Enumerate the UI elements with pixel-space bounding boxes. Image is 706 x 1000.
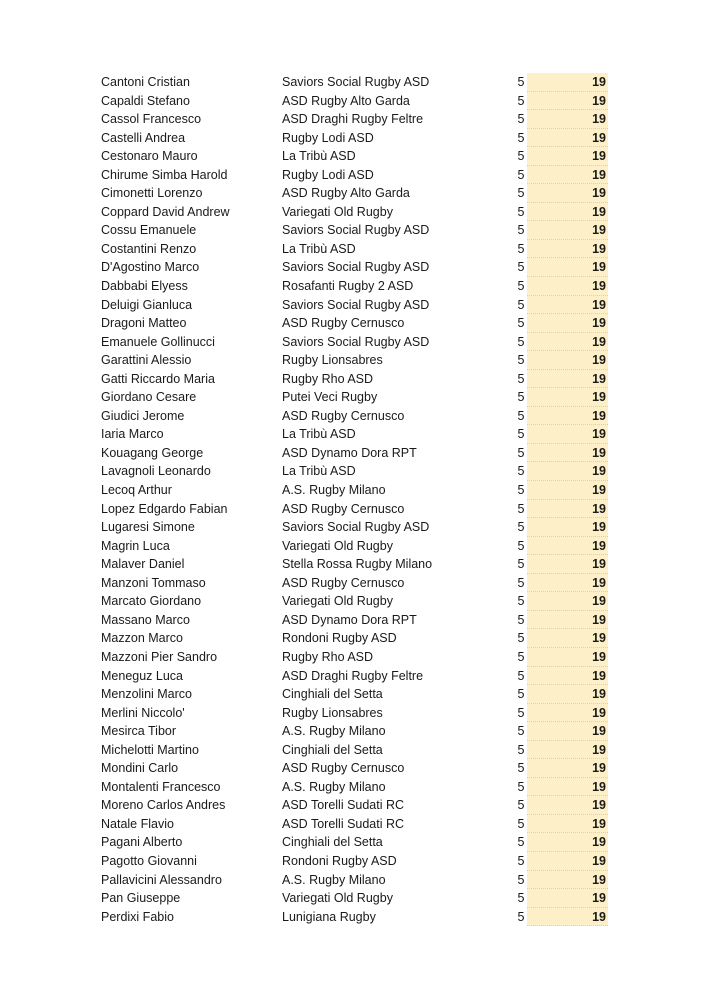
player-name-cell: Mondini Carlo: [101, 761, 179, 776]
points-cell: 19: [527, 908, 608, 927]
player-name-cell: Magrin Luca: [101, 538, 170, 553]
player-name-cell: Coppard David Andrew: [101, 204, 230, 219]
team-name-cell: ASD Torelli Sudati RC: [282, 798, 405, 813]
player-name-cell: Kouagang George: [101, 445, 204, 460]
games-count-cell: 5: [517, 668, 525, 683]
games-count-cell: 5: [517, 557, 525, 572]
player-name-cell: Natale Flavio: [101, 816, 174, 831]
team-name-cell: Rondoni Rugby ASD: [282, 631, 397, 646]
games-count-cell: 5: [517, 779, 525, 794]
games-count-cell: 5: [517, 390, 525, 405]
table-row: [0, 203, 706, 222]
games-count-cell: 5: [517, 761, 525, 776]
games-count-cell: 5: [517, 427, 525, 442]
player-name-cell: Garattini Alessio: [101, 353, 192, 368]
table-row: [0, 574, 706, 593]
points-cell: 19: [527, 73, 608, 92]
player-name-cell: Pallavicini Alessandro: [101, 872, 222, 887]
games-count-cell: 5: [517, 223, 525, 238]
games-count-cell: 5: [517, 112, 525, 127]
player-name-cell: Montalenti Francesco: [101, 779, 221, 794]
team-name-cell: Rugby Rho ASD: [282, 371, 374, 386]
points-cell: 19: [527, 889, 608, 908]
games-count-cell: 5: [517, 835, 525, 850]
player-name-cell: Pagani Alberto: [101, 835, 183, 850]
points-cell: 19: [527, 574, 608, 593]
games-count-cell: 5: [517, 853, 525, 868]
player-name-cell: Meneguz Luca: [101, 668, 184, 683]
player-name-cell: Capaldi Stefano: [101, 93, 190, 108]
player-name-cell: Perdixi Fabio: [101, 909, 174, 924]
team-name-cell: A.S. Rugby Milano: [282, 779, 386, 794]
points-cell: 19: [527, 500, 608, 519]
points-cell: 19: [527, 815, 608, 834]
team-name-cell: La Tribù ASD: [282, 241, 356, 256]
team-name-cell: Cinghiali del Setta: [282, 742, 383, 757]
team-name-cell: ASD Torelli Sudati RC: [282, 816, 405, 831]
games-count-cell: 5: [517, 353, 525, 368]
points-cell: 19: [527, 871, 608, 890]
player-name-cell: Malaver Daniel: [101, 557, 185, 572]
table-row: [0, 351, 706, 370]
games-count-cell: 5: [517, 909, 525, 924]
table-row: [0, 796, 706, 815]
team-name-cell: A.S. Rugby Milano: [282, 724, 386, 739]
team-name-cell: ASD Rugby Cernusco: [282, 761, 405, 776]
player-name-cell: Mazzoni Pier Sandro: [101, 649, 218, 664]
table-row: [0, 778, 706, 797]
team-name-cell: ASD Rugby Cernusco: [282, 408, 405, 423]
table-row: [0, 425, 706, 444]
points-cell: 19: [527, 203, 608, 222]
player-name-cell: Lugaresi Simone: [101, 520, 195, 535]
points-cell: 19: [527, 833, 608, 852]
table-row: [0, 333, 706, 352]
player-name-cell: Michelotti Martino: [101, 742, 199, 757]
player-name-cell: Merlini Niccolo': [101, 705, 185, 720]
points-cell: 19: [527, 462, 608, 481]
table-row: [0, 92, 706, 111]
team-name-cell: Variegati Old Rugby: [282, 538, 393, 553]
points-cell: 19: [527, 370, 608, 389]
points-cell: 19: [527, 258, 608, 277]
team-name-cell: Variegati Old Rugby: [282, 891, 393, 906]
player-name-cell: Mazzon Marco: [101, 631, 183, 646]
points-cell: 19: [527, 778, 608, 797]
table-row: [0, 500, 706, 519]
points-cell: 19: [527, 722, 608, 741]
table-row: [0, 759, 706, 778]
team-name-cell: Saviors Social Rugby ASD: [282, 75, 430, 89]
points-cell: 19: [527, 537, 608, 556]
table-row: [0, 73, 706, 92]
points-cell: 19: [527, 314, 608, 333]
games-count-cell: 5: [517, 316, 525, 331]
table-row: [0, 833, 706, 852]
standings-table: [0, 73, 706, 926]
table-row: [0, 481, 706, 500]
player-name-cell: Massano Marco: [101, 612, 190, 627]
games-count-cell: 5: [517, 334, 525, 349]
points-cell: 19: [527, 796, 608, 815]
player-name-cell: Chirume Simba Harold: [101, 167, 228, 182]
games-count-cell: 5: [517, 705, 525, 720]
team-name-cell: Cinghiali del Setta: [282, 835, 383, 850]
table-row: [0, 314, 706, 333]
points-cell: 19: [527, 759, 608, 778]
table-row: [0, 537, 706, 556]
player-name-cell: Lecoq Arthur: [101, 483, 172, 498]
player-name-cell: Menzolini Marco: [101, 687, 193, 702]
points-cell: 19: [527, 407, 608, 426]
team-name-cell: A.S. Rugby Milano: [282, 872, 386, 887]
games-count-cell: 5: [517, 241, 525, 256]
games-count-cell: 5: [517, 93, 525, 108]
team-name-cell: ASD Rugby Alto Garda: [282, 93, 410, 108]
table-row: [0, 629, 706, 648]
games-count-cell: 5: [517, 483, 525, 498]
games-count-cell: 5: [517, 687, 525, 702]
team-name-cell: Rugby Lodi ASD: [282, 130, 374, 145]
table-row: [0, 722, 706, 741]
points-cell: 19: [527, 147, 608, 166]
team-name-cell: Cinghiali del Setta: [282, 687, 383, 702]
points-cell: 19: [527, 518, 608, 537]
team-name-cell: Putei Veci Rugby: [282, 390, 378, 405]
player-name-cell: Mesirca Tibor: [101, 724, 177, 739]
games-count-cell: 5: [517, 520, 525, 535]
player-name-cell: Castelli Andrea: [101, 130, 186, 145]
points-cell: 19: [527, 351, 608, 370]
team-name-cell: La Tribù ASD: [282, 149, 356, 164]
table-row: [0, 221, 706, 240]
player-name-cell: Cimonetti Lorenzo: [101, 186, 203, 201]
player-name-cell: Lavagnoli Leonardo: [101, 464, 211, 479]
player-name-cell: Gatti Riccardo Maria: [101, 371, 215, 386]
games-count-cell: 5: [517, 130, 525, 145]
player-name-cell: Cossu Emanuele: [101, 223, 197, 238]
games-count-cell: 5: [517, 501, 525, 516]
table-row: [0, 611, 706, 630]
games-count-cell: 5: [517, 891, 525, 906]
games-count-cell: 5: [517, 297, 525, 312]
points-cell: 19: [527, 592, 608, 611]
games-count-cell: 5: [517, 872, 525, 887]
team-name-cell: Variegati Old Rugby: [282, 204, 393, 219]
team-name-cell: ASD Dynamo Dora RPT: [282, 445, 417, 460]
table-row: [0, 147, 706, 166]
points-cell: 19: [527, 277, 608, 296]
player-name-cell: Dragoni Matteo: [101, 316, 187, 331]
team-name-cell: Lunigiana Rugby: [282, 909, 376, 924]
player-name-cell: Pagotto Giovanni: [101, 853, 197, 868]
table-row: [0, 667, 706, 686]
player-name-cell: Pan Giuseppe: [101, 891, 181, 906]
table-row: [0, 852, 706, 871]
player-name-cell: Giudici Jerome: [101, 408, 185, 423]
team-name-cell: Variegati Old Rugby: [282, 594, 393, 609]
player-name-cell: Iaria Marco: [101, 427, 164, 442]
games-count-cell: 5: [517, 260, 525, 275]
points-cell: 19: [527, 667, 608, 686]
table-row: [0, 592, 706, 611]
games-count-cell: 5: [517, 724, 525, 739]
team-name-cell: Rondoni Rugby ASD: [282, 853, 397, 868]
games-count-cell: 5: [517, 575, 525, 590]
table-row: [0, 704, 706, 723]
player-name-cell: Cassol Francesco: [101, 112, 202, 127]
team-name-cell: Rosafanti Rugby 2 ASD: [282, 279, 414, 294]
games-count-cell: 5: [517, 279, 525, 294]
points-cell: 19: [527, 240, 608, 259]
player-name-cell: Marcato Giordano: [101, 594, 202, 609]
table-row: [0, 555, 706, 574]
points-cell: 19: [527, 184, 608, 203]
games-count-cell: 5: [517, 649, 525, 664]
team-name-cell: La Tribù ASD: [282, 427, 356, 442]
player-name-cell: Emanuele Gollinucci: [101, 334, 215, 349]
table-row: [0, 462, 706, 481]
table-row: [0, 518, 706, 537]
table-row: [0, 685, 706, 704]
table-row: [0, 166, 706, 185]
games-count-cell: 5: [517, 464, 525, 479]
team-name-cell: Saviors Social Rugby ASD: [282, 223, 430, 238]
table-row: [0, 296, 706, 315]
table-row: [0, 648, 706, 667]
player-name-cell: Cantoni Cristian: [101, 75, 190, 89]
games-count-cell: 5: [517, 75, 525, 89]
games-count-cell: 5: [517, 149, 525, 164]
team-name-cell: ASD Rugby Cernusco: [282, 501, 405, 516]
table-row: [0, 889, 706, 908]
points-cell: 19: [527, 611, 608, 630]
points-cell: 19: [527, 629, 608, 648]
player-name-cell: Deluigi Gianluca: [101, 297, 193, 312]
team-name-cell: Saviors Social Rugby ASD: [282, 520, 430, 535]
points-cell: 19: [527, 129, 608, 148]
player-name-cell: Manzoni Tommaso: [101, 575, 206, 590]
table-row: [0, 370, 706, 389]
games-count-cell: 5: [517, 798, 525, 813]
games-count-cell: 5: [517, 631, 525, 646]
games-count-cell: 5: [517, 186, 525, 201]
points-cell: 19: [527, 110, 608, 129]
games-count-cell: 5: [517, 204, 525, 219]
table-row: [0, 871, 706, 890]
team-name-cell: ASD Draghi Rugby Feltre: [282, 668, 424, 683]
table-row: [0, 129, 706, 148]
points-cell: 19: [527, 648, 608, 667]
games-count-cell: 5: [517, 816, 525, 831]
points-cell: 19: [527, 481, 608, 500]
team-name-cell: Rugby Lionsabres: [282, 705, 383, 720]
table-row: [0, 388, 706, 407]
points-cell: 19: [527, 296, 608, 315]
table-row: [0, 277, 706, 296]
points-cell: 19: [527, 92, 608, 111]
points-cell: 19: [527, 852, 608, 871]
team-name-cell: ASD Rugby Cernusco: [282, 316, 405, 331]
points-cell: 19: [527, 221, 608, 240]
games-count-cell: 5: [517, 408, 525, 423]
team-name-cell: Rugby Lionsabres: [282, 353, 383, 368]
team-name-cell: ASD Draghi Rugby Feltre: [282, 112, 424, 127]
table-row: [0, 908, 706, 927]
player-name-cell: Costantini Renzo: [101, 241, 197, 256]
points-cell: 19: [527, 444, 608, 463]
games-count-cell: 5: [517, 742, 525, 757]
points-cell: 19: [527, 555, 608, 574]
games-count-cell: 5: [517, 538, 525, 553]
games-count-cell: 5: [517, 445, 525, 460]
games-count-cell: 5: [517, 371, 525, 386]
team-name-cell: Rugby Rho ASD: [282, 649, 374, 664]
points-cell: 19: [527, 704, 608, 723]
table-row: [0, 444, 706, 463]
team-name-cell: Stella Rossa Rugby Milano: [282, 557, 433, 572]
points-cell: 19: [527, 333, 608, 352]
team-name-cell: Saviors Social Rugby ASD: [282, 334, 430, 349]
table-row: [0, 407, 706, 426]
player-name-cell: D'Agostino Marco: [101, 260, 200, 275]
team-name-cell: ASD Rugby Alto Garda: [282, 186, 410, 201]
points-cell: 19: [527, 425, 608, 444]
player-name-cell: Lopez Edgardo Fabian: [101, 501, 228, 516]
table-row: [0, 110, 706, 129]
player-name-cell: Giordano Cesare: [101, 390, 197, 405]
team-name-cell: Saviors Social Rugby ASD: [282, 260, 430, 275]
table-row: [0, 815, 706, 834]
points-cell: 19: [527, 741, 608, 760]
player-name-cell: Cestonaro Mauro: [101, 149, 198, 164]
points-cell: 19: [527, 166, 608, 185]
team-name-cell: ASD Rugby Cernusco: [282, 575, 405, 590]
points-cell: 19: [527, 685, 608, 704]
team-name-cell: Rugby Lodi ASD: [282, 167, 374, 182]
table-row: [0, 240, 706, 259]
points-cell: 19: [527, 388, 608, 407]
games-count-cell: 5: [517, 167, 525, 182]
games-count-cell: 5: [517, 612, 525, 627]
team-name-cell: ASD Dynamo Dora RPT: [282, 612, 417, 627]
table-row: [0, 258, 706, 277]
team-name-cell: Saviors Social Rugby ASD: [282, 297, 430, 312]
games-count-cell: 5: [517, 594, 525, 609]
table-row: [0, 184, 706, 203]
team-name-cell: La Tribù ASD: [282, 464, 356, 479]
player-name-cell: Dabbabi Elyess: [101, 279, 188, 294]
table-row: [0, 741, 706, 760]
player-name-cell: Moreno Carlos Andres: [101, 798, 226, 813]
team-name-cell: A.S. Rugby Milano: [282, 483, 386, 498]
